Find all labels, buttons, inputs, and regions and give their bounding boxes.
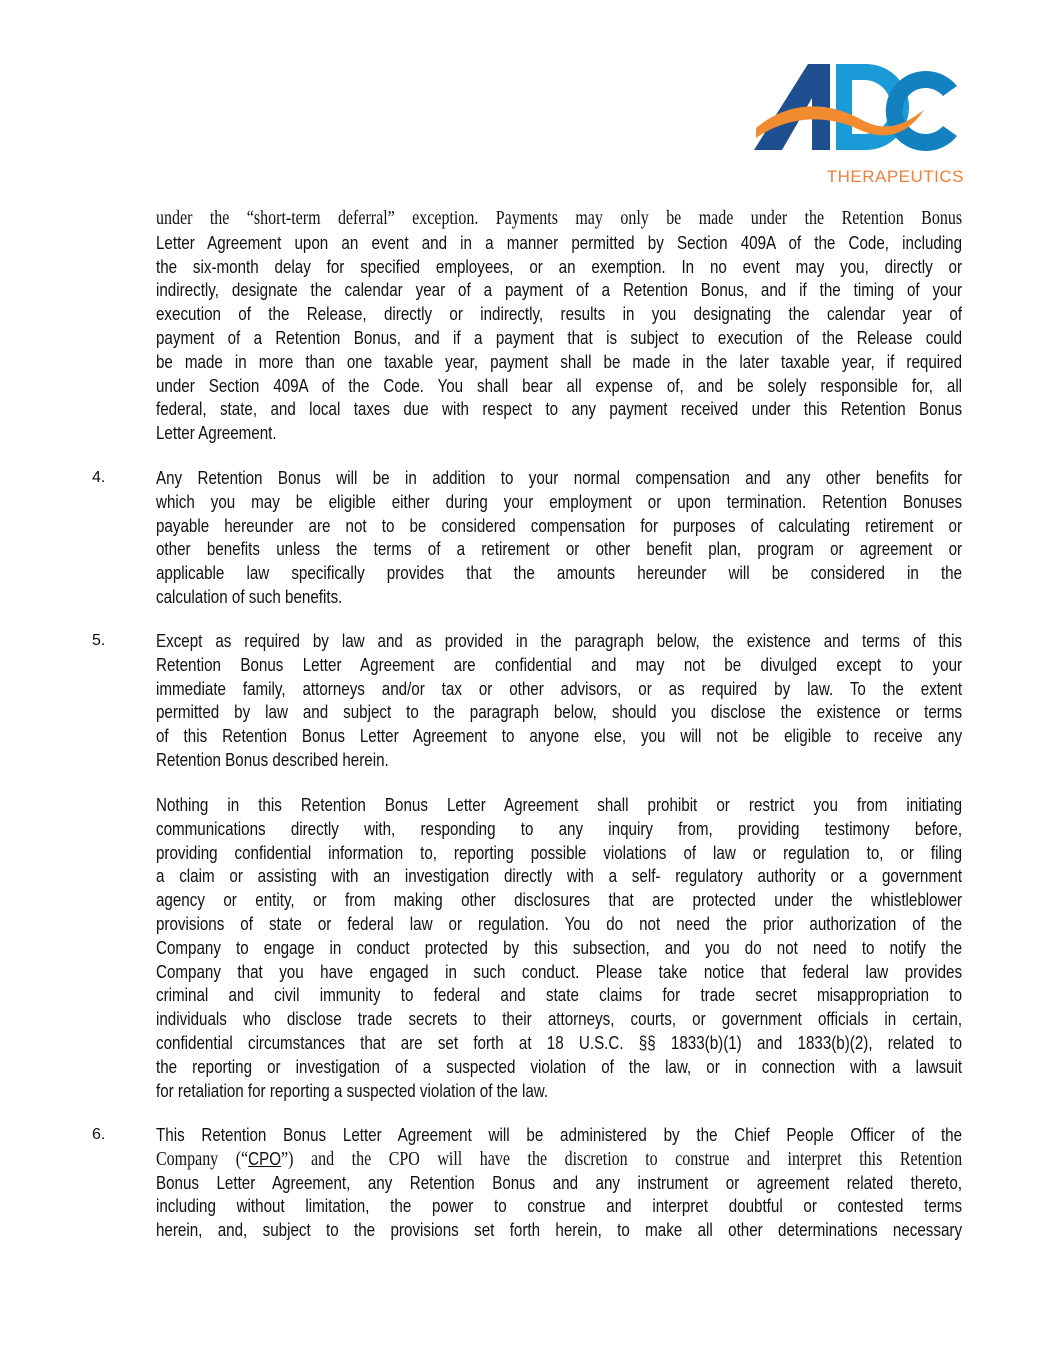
text-line: Bonus Letter Agreement, any Retention Bonus and any instrument or agreement related thereto, — [156, 1171, 963, 1193]
text-line: including without limitation, the power to construe and interpret doubtful or contested terms — [156, 1195, 963, 1217]
text-line: federal, state, and local taxes due with respect to any payment received under this Retention Bonus — [156, 398, 963, 420]
text-line: immediate family, attorneys and/or tax or other advisors, or as required by law. To the extent — [156, 677, 963, 699]
text-line: under the “short-term deferral” exception. Payments may only be made under the Retention Bonus — [156, 208, 963, 229]
text-line: calculation of such benefits. — [156, 585, 343, 607]
text-line: of this Retention Bonus Letter Agreement to anyone else, you will not be eligible to receive any — [156, 725, 963, 747]
text-line: other benefits unless the terms of a retirement or other benefit plan, program or agreement or — [156, 538, 963, 560]
text-line: Retention Bonus described herein. — [156, 748, 389, 770]
text-segment: Company (“ — [156, 1148, 249, 1170]
item-number: 5. — [92, 632, 106, 649]
paragraph-6 — [156, 1123, 962, 1242]
paragraph-3-continued — [156, 207, 962, 445]
paragraph-5-whistleblower — [156, 793, 962, 1102]
text-line: This Retention Bonus Letter Agreement will be administered by the Chief People Officer of the — [156, 1124, 963, 1145]
paragraph-5 — [156, 629, 962, 772]
text-line: confidential circumstances that are set forth at 18 U.S.C. §§ 1833(b)(1) and 1833(b)(2), related to — [156, 1031, 963, 1053]
text-line: which you may be eligible either during your employment or upon termination. Retention Bonuses — [156, 490, 963, 512]
adc-therapeutics-logo — [752, 58, 967, 186]
text-line: Company that you have engaged in such conduct. Please take notice that federal law provides — [156, 960, 963, 982]
text-line: individuals who disclose trade secrets to their attorneys, courts, or government officials in certain, — [156, 1008, 963, 1030]
text-line-cpo — [156, 1147, 962, 1171]
text-line: Nothing in this Retention Bonus Letter Agreement shall prohibit or restrict you from initiating — [156, 794, 963, 815]
text-line: Letter Agreement upon an event and in a manner permitted by Section 409A of the Code, including — [156, 231, 963, 253]
text-line: the reporting or investigation of a suspected violation of the law, or in connection with a lawsuit — [156, 1055, 963, 1077]
text-line: execution of the Release, directly or indirectly, results in you designating the calendar year of — [156, 303, 963, 325]
text-line: for retaliation for reporting a suspected violation of the law. — [156, 1079, 549, 1101]
text-segment: ”) and the CPO will have the discretion to construe and interpret this Retention — [281, 1148, 963, 1170]
paragraph-4 — [156, 466, 962, 609]
text-line: Company to engage in conduct protected by this subsection, and you do not need to notify the — [156, 936, 963, 958]
text-line: under Section 409A of the Code. You shall bear all expense of, and be solely responsible for, all — [156, 374, 963, 396]
text-line: the six-month delay for specified employees, or an exemption. In no event may you, directly or — [156, 255, 963, 277]
text-line: communications directly with, responding to any inquiry from, providing testimony before, — [156, 817, 963, 839]
defined-term-cpo: CPO — [248, 1147, 282, 1169]
text-line: Retention Bonus Letter Agreement are confidential and may not be divulged except to your — [156, 653, 963, 675]
text-line: indirectly, designate the calendar year of a payment of a Retention Bonus, and if the timing of your — [156, 279, 963, 301]
text-line: Any Retention Bonus will be in addition to your normal compensation and any other benefits for — [156, 467, 963, 488]
text-line: applicable law specifically provides that the amounts hereunder will be considered in the — [156, 562, 963, 584]
text-line: herein, and, subject to the provisions set forth herein, to make all other determinations necessary — [156, 1219, 963, 1241]
text-line: Except as required by law and as provided in the paragraph below, the existence and terms of this — [156, 630, 963, 651]
item-number: 4. — [92, 469, 106, 486]
text-line: providing confidential information to, reporting possible violations of law or regulation to, or filing — [156, 841, 963, 863]
text-line: payable hereunder are not to be considered compensation for purposes of calculating retirement or — [156, 514, 963, 536]
text-line: criminal and civil immunity to federal and state claims for trade secret misappropriation to — [156, 984, 963, 1006]
text-line: be made in more than one taxable year, payment shall be made in the later taxable year, if required — [156, 350, 963, 372]
text-line: permitted by law and subject to the paragraph below, should you disclose the existence or terms — [156, 701, 963, 723]
text-line: Letter Agreement. — [156, 422, 277, 444]
text-line: provisions of state or federal law or regulation. You do not need the prior authorization of the — [156, 912, 963, 934]
text-line: agency or entity, or from making other disclosures that are protected under the whistleblower — [156, 889, 963, 911]
svg-text:THERAPEUTICS: THERAPEUTICS — [826, 167, 964, 186]
item-number: 6. — [92, 1126, 106, 1143]
text-line: payment of a Retention Bonus, and if a payment that is subject to execution of the Release could — [156, 326, 963, 348]
text-line: a claim or assisting with an investigation directly with a self- regulatory authority or a government — [156, 865, 963, 887]
